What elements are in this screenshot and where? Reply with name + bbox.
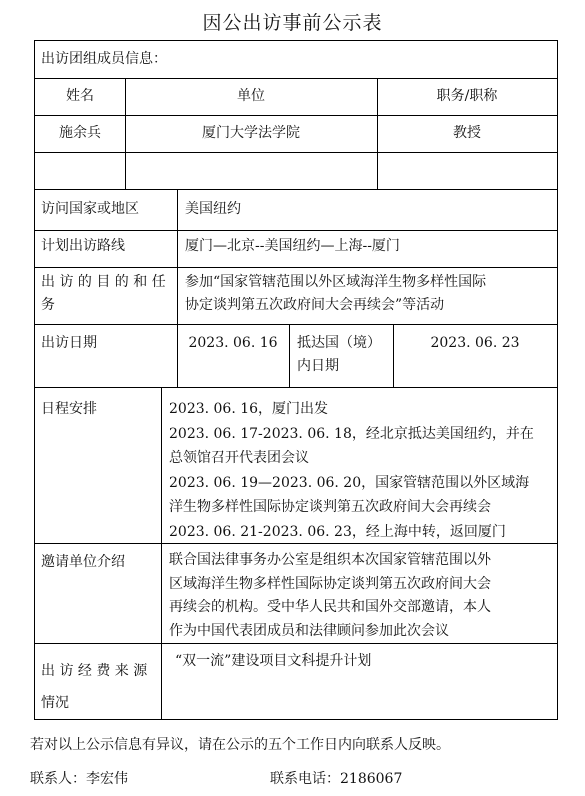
member-unit: 厦门大学法学院 — [202, 125, 300, 141]
disclosure-table — [34, 40, 558, 720]
col-header-name: 姓名 — [66, 88, 94, 104]
date-value: 2023. 06. 16 — [188, 335, 278, 351]
objection-notice: 若对以上公示信息有异议，请在公示的五个工作日内向联系人反映。 — [30, 737, 450, 753]
arrival-value: 2023. 06. 23 — [430, 335, 520, 351]
funding-value: “双一流”建设项目文科提升计划 — [175, 653, 372, 669]
divider — [161, 387, 162, 543]
divider — [35, 643, 557, 644]
date-label: 出访日期 — [41, 335, 97, 351]
page-title: 因公出访事前公示表 — [202, 12, 383, 34]
purpose-label: 出 访 的 目 的 和 任 务 — [41, 274, 166, 313]
divider — [35, 267, 557, 268]
divider — [35, 152, 557, 153]
divider — [35, 230, 557, 231]
schedule-line: 2023. 06. 21-2023. 06. 23，经上海中转，返回厦门 — [169, 523, 506, 540]
inviter-text: 联合国法律事务办公室是组织本次国家管辖范围以外 区域海洋生物多样性国际协定谈判第五次政府间大会 再续会的机构。受中华人民共和国外交部邀请，本人 作为中国代表团成员和法律顾问参加此次会议 — [169, 552, 491, 639]
route-label: 计划出访路线 — [41, 238, 125, 254]
divider — [35, 324, 557, 325]
visit-country-label: 访问国家或地区 — [41, 201, 139, 217]
divider — [289, 324, 290, 387]
member-position: 教授 — [453, 125, 481, 141]
schedule-label: 日程安排 — [41, 401, 97, 417]
contact-phone: 联系电话：2186067 — [270, 771, 403, 787]
schedule-line: 2023. 06. 19—2023. 06. 20，国家管辖范围以外区域海 — [169, 474, 530, 491]
divider — [161, 543, 162, 643]
col-header-position: 职务/职称 — [436, 88, 498, 104]
divider — [35, 189, 557, 190]
col-header-unit: 单位 — [237, 88, 265, 104]
contact-person: 联系人：李宏伟 — [30, 771, 128, 787]
visit-country-value: 美国纽约 — [185, 201, 241, 217]
members-heading: 出访团组成员信息： — [41, 51, 167, 67]
schedule-line: 2023. 06. 16，厦门出发 — [169, 401, 329, 417]
route-value: 厦门—北京--美国纽约—上海--厦门 — [185, 238, 400, 254]
divider — [35, 78, 557, 79]
divider — [161, 643, 162, 720]
divider — [177, 189, 178, 324]
inviter-label: 邀请单位介绍 — [41, 554, 125, 570]
arrival-label: 抵达国（境） 内日期 — [297, 335, 381, 374]
purpose-value: 参加“国家管辖范围以外区域海洋生物多样性国际 协定谈判第五次政府间大会再续会”等活动 — [185, 274, 487, 313]
divider — [35, 387, 557, 388]
schedule-list — [169, 397, 557, 544]
member-name: 施余兵 — [59, 125, 101, 141]
divider — [35, 115, 557, 116]
schedule-line: 洋生物多样性国际协定谈判第五次政府间大会再续会 — [169, 499, 491, 515]
funding-label: 出 访 经 费 来 源 情况 — [41, 663, 148, 711]
schedule-line: 总领馆召开代表团会议 — [169, 450, 309, 466]
schedule-line: 2023. 06. 17-2023. 06. 18，经北京抵达美国纽约，并在 — [169, 425, 534, 442]
